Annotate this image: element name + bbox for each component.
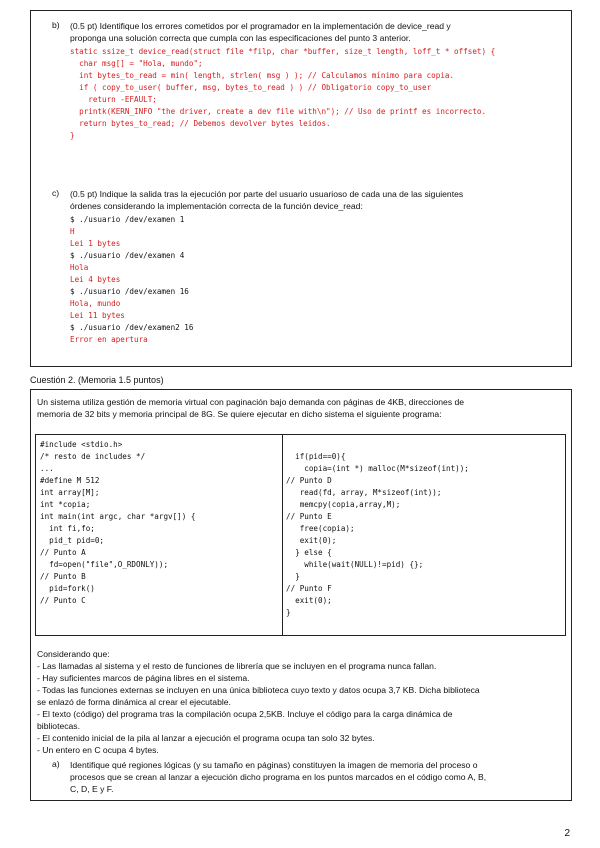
code-line: exit(0); <box>286 596 332 605</box>
code-left-column <box>40 439 195 607</box>
q-c-label: c) <box>52 188 60 198</box>
code-line: } <box>286 608 291 617</box>
list-item: - Todas las funciones externas se incluyen en una única biblioteca cuyo texto y datos ocupa 3,7 KB. Dicha biblioteca <box>37 685 480 695</box>
code-line: printk(KERN_INFO "the driver, create a dev file with\n"); // Uso de printf es incorrecto. <box>70 107 487 116</box>
q-a-line: procesos que se crean al lanzar a ejecución dicho programa en los puntos marcados en el código como A, B, <box>70 772 487 782</box>
list-item: - Las llamadas al sistema y el resto de funciones de librería que se incluyen en el programa nunca fallan. <box>37 661 437 671</box>
code-line: // Punto C <box>40 596 86 605</box>
q-a-line: Identifique qué regiones lógicas (y su tamaño en páginas) constituyen la imagen de memoria del proceso o <box>70 760 478 770</box>
code-line: char msg[] = "Hola, mundo"; <box>70 59 203 68</box>
output-line: Hola, mundo <box>70 299 121 308</box>
code-line: // Punto A <box>40 548 86 557</box>
output-line: $ ./usuario /dev/examen 4 <box>70 251 185 260</box>
code-line: // Punto F <box>286 584 332 593</box>
code-line: } <box>70 131 75 140</box>
page-number: 2 <box>564 828 570 839</box>
considerando-heading: Considerando que: <box>37 649 110 659</box>
output-line: $ ./usuario /dev/examen 1 <box>70 215 185 224</box>
intro-line-2: memoria de 32 bits y memoria principal de 8G. Se quiere ejecutar en dicho sistema el siguiente programa: <box>37 409 442 419</box>
output-line: $ ./usuario /dev/examen2 16 <box>70 323 194 332</box>
cuestion-2-title: Cuestión 2. (Memoria 1.5 puntos) <box>30 375 164 385</box>
list-item: - Hay suficientes marcos de página libres en el sistema. <box>37 673 250 683</box>
list-item: - Un entero en C ocupa 4 bytes. <box>37 745 159 755</box>
code-line: /* resto de includes */ <box>40 452 146 461</box>
code-line: pid_t pid=0; <box>40 536 105 545</box>
code-line: ... <box>40 464 54 473</box>
code-line: int array[M]; <box>40 488 100 497</box>
output-line: $ ./usuario /dev/examen 16 <box>70 287 189 296</box>
code-line: #include <stdio.h> <box>40 440 123 449</box>
q-a-label: a) <box>52 759 60 769</box>
code-line: } <box>286 572 300 581</box>
code-line: return bytes_to_read; // Debemos devolver bytes leidos. <box>70 119 331 128</box>
list-item: bibliotecas. <box>37 721 80 731</box>
output-line: H <box>70 227 75 236</box>
output-line: Lei 1 bytes <box>70 239 121 248</box>
q-c-text-1: (0.5 pt) Indique la salida tras la ejecución por parte del usuario usuarioso de cada una de las siguientes <box>70 189 464 199</box>
code-right-column <box>286 451 469 619</box>
program-code-box <box>35 434 566 636</box>
q-c-text-2: órdenes considerando la implementación correcta de la función device_read: <box>70 201 363 211</box>
code-line: int bytes_to_read = min( length, strlen( msg ) ); // Calculamos mínimo para copia. <box>70 71 455 80</box>
code-line: int *copia; <box>40 500 91 509</box>
code-line: } else { <box>286 548 332 557</box>
list-item: - El contenido inicial de la pila al lanzar a ejecución el programa ocupa tan solo 32 bytes. <box>37 733 375 743</box>
output-line: Hola <box>70 263 89 272</box>
q-b-label: b) <box>52 20 60 30</box>
code-line: exit(0); <box>286 536 337 545</box>
q-b-text-1: (0.5 pt) Identifique los errores cometidos por el programador en la implementación de device_read y <box>70 21 451 31</box>
code-line: fd=open("file",O_RDONLY)); <box>40 560 169 569</box>
terminal-output <box>70 214 193 346</box>
q-a-line: C, D, E y F. <box>70 784 114 794</box>
code-line: // Punto E <box>286 512 332 521</box>
list-item: se enlazó de forma dinámica al crear el ejecutable. <box>37 697 231 707</box>
code-line: static ssize_t device_read(struct file *filp, char *buffer, size_t length, loff_t * offset) { <box>70 47 496 56</box>
code-line: int fi,fo; <box>40 524 95 533</box>
code-line: // Punto D <box>286 476 332 485</box>
code-line: while(wait(NULL)!=pid) {}; <box>286 560 424 569</box>
output-line: Error en apertura <box>70 335 148 344</box>
list-item: - El texto (código) del programa tras la compilación ocupa 2,5KB. Incluye el código para la carga dinámica de <box>37 709 453 719</box>
code-line: pid=fork() <box>40 584 95 593</box>
code-line: if(pid==0){ <box>286 452 346 461</box>
code-line: memcpy(copia,array,M); <box>286 500 401 509</box>
considerando-list <box>37 660 565 756</box>
code-line: // Punto B <box>40 572 86 581</box>
device-read-code <box>70 46 495 142</box>
code-line: free(copia); <box>286 524 355 533</box>
code-line: #define M 512 <box>40 476 100 485</box>
q-b-text-2: proponga una solución correcta que cumpla con las especificaciones del punto 3 anterior. <box>70 33 411 43</box>
output-line: Lei 11 bytes <box>70 311 125 320</box>
code-line: int main(int argc, char *argv[]) { <box>40 512 196 521</box>
code-line: return -EFAULT; <box>70 95 157 104</box>
q-a-text <box>70 759 486 795</box>
output-line: Lei 4 bytes <box>70 275 121 284</box>
code-line: if ( copy_to_user( buffer, msg, bytes_to_read ) ) // Obligatorio copy_to_user <box>70 83 432 92</box>
code-line: read(fd, array, M*sizeof(int)); <box>286 488 442 497</box>
code-column-divider <box>282 435 283 635</box>
intro-line-1: Un sistema utiliza gestión de memoria virtual con paginación bajo demanda con páginas de 4KB, direcciones de <box>37 397 465 407</box>
code-line: copia=(int *) malloc(M*sizeof(int)); <box>286 464 469 473</box>
